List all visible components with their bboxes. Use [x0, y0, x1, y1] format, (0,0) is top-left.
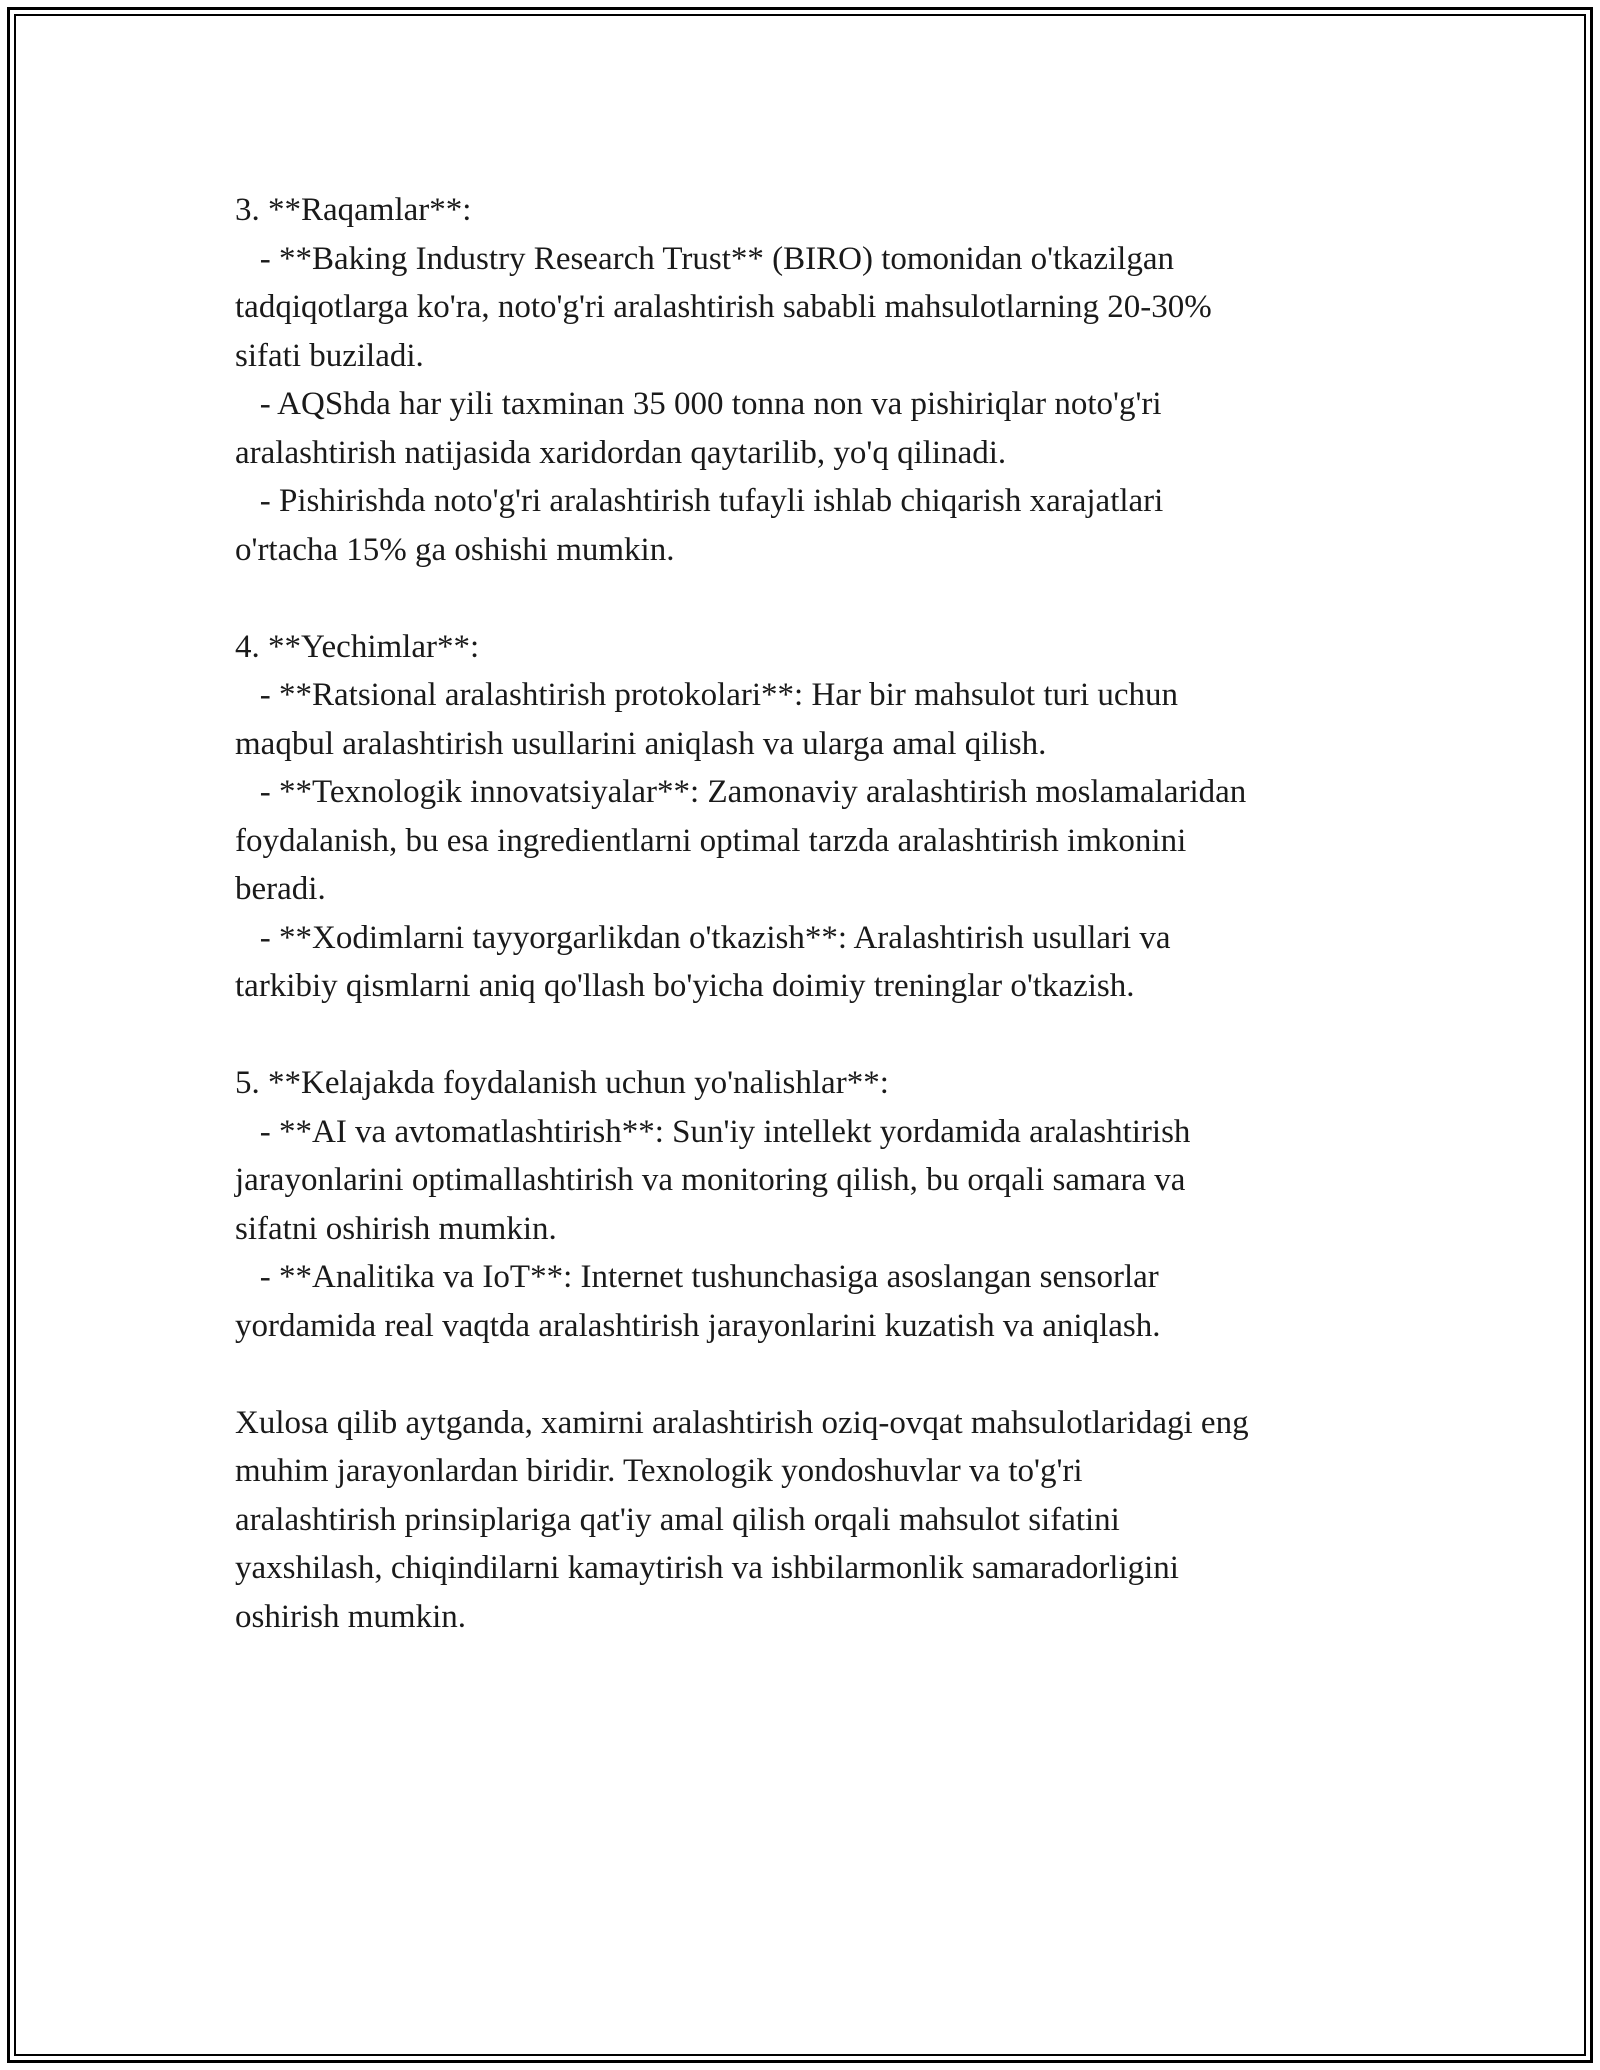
text-line: yordamida real vaqtda aralashtirish jarayonlarini kuzatish va aniqlash. [235, 1307, 1161, 1344]
text-line: yaxshilash, chiqindilarni kamaytirish va ishbilarmonlik samaradorligini [235, 1550, 1179, 1586]
conclusion-paragraph [235, 1399, 1395, 1642]
text-line: aralashtirish natijasida xaridordan qaytarilib, yo'q qilinadi. [235, 434, 1007, 471]
section-heading: 4. **Yechimlar**: [235, 628, 480, 665]
text-line: - AQShda har yili taxminan 35 000 tonna non va pishiriqlar noto'g'ri [235, 386, 1162, 422]
text-line: aralashtirish prinsiplariga qat'iy amal qilish orqali mahsulot sifatini [235, 1501, 1120, 1538]
text-line: tarkibiy qismlarni aniq qo'llash bo'yicha doimiy treninglar o'tkazish. [235, 968, 1135, 1004]
text-line: muhim jarayonlardan biridir. Texnologik yondoshuvlar va to'g'ri [235, 1453, 1083, 1489]
text-line: beradi. [235, 871, 326, 907]
section-raqamlar [235, 186, 1395, 574]
section-yechimlar [235, 623, 1395, 1011]
text-line: sifatni oshirish mumkin. [235, 1210, 557, 1247]
text-line: jarayonlarini optimallashtirish va monitoring qilish, bu orqali samara va [235, 1162, 1186, 1198]
section-heading: 3. **Raqamlar**: [235, 192, 472, 228]
text-line: foydalanish, bu esa ingredientlarni optimal tarzda aralashtirish imkonini [235, 822, 1187, 859]
text-line: tadqiqotlarga ko'ra, noto'g'ri aralashtirish sababli mahsulotlarning 20-30% [235, 289, 1212, 325]
text-line: - **Analitika va IoT**: Internet tushunchasiga asoslangan sensorlar [235, 1259, 1159, 1295]
text-line: maqbul aralashtirish usullarini aniqlash va ularga amal qilish. [235, 725, 1047, 762]
document-body [235, 186, 1395, 1690]
text-line: o'rtacha 15% ga oshishi mumkin. [235, 531, 675, 568]
text-line: oshirish mumkin. [235, 1598, 467, 1635]
text-line: - **AI va avtomatlashtirish**: Sun'iy intellekt yordamida aralashtirish [235, 1113, 1191, 1150]
text-line: Xulosa qilib aytganda, xamirni aralashtirish oziq-ovqat mahsulotlaridagi eng [235, 1404, 1249, 1441]
text-line: - **Ratsional aralashtirish protokolari**: Har bir mahsulot turi uchun [235, 677, 1179, 713]
text-line: - **Baking Industry Research Trust** (BIRO) tomonidan o'tkazilgan [235, 240, 1175, 277]
text-line: - **Xodimlarni tayyorgarlikdan o'tkazish**: Aralashtirish usullari va [235, 919, 1171, 956]
text-line: sifati buziladi. [235, 337, 424, 374]
text-line: - **Texnologik innovatsiyalar**: Zamonaviy aralashtirish moslamalaridan [235, 774, 1247, 810]
section-heading: 5. **Kelajakda foydalanish uchun yo'nalishlar**: [235, 1065, 889, 1101]
section-kelajak [235, 1059, 1395, 1350]
text-line: - Pishirishda noto'g'ri aralashtirish tufayli ishlab chiqarish xarajatlari [235, 483, 1164, 519]
